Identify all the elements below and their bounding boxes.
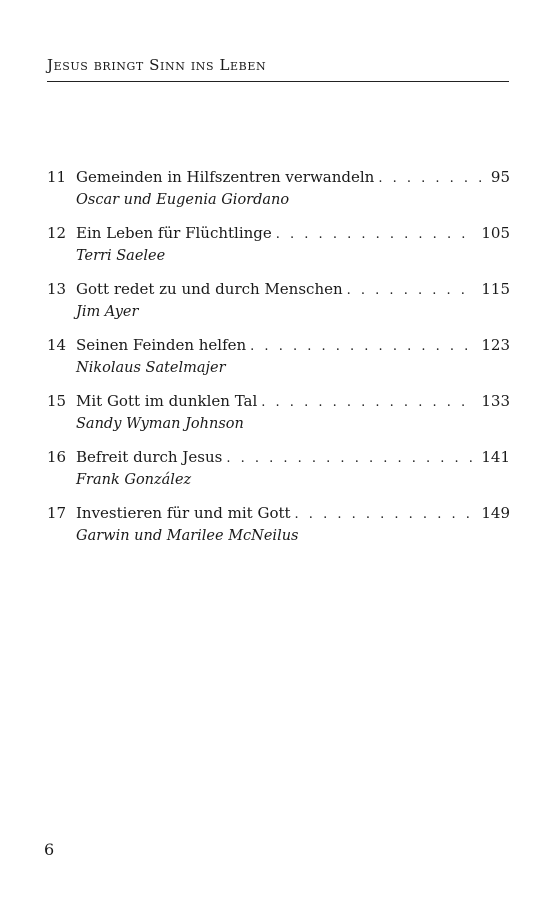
chapter-title: Gemeinden in Hilfszentren verwandeln [76, 168, 375, 186]
chapter-page: 123 [481, 336, 510, 354]
chapter-number: 12 [47, 224, 67, 242]
chapter-author: Frank González [76, 472, 192, 488]
chapter-title: Gott redet zu und durch Menschen [76, 280, 343, 298]
toc-entry[interactable] [47, 446, 510, 502]
chapter-number: 13 [47, 280, 67, 298]
page-number: 6 [44, 840, 55, 859]
toc-entry[interactable] [47, 166, 510, 222]
toc-entry[interactable] [47, 390, 510, 446]
chapter-page: 115 [481, 280, 510, 298]
dot-leader [378, 168, 485, 190]
chapter-title: Befreit durch Jesus [76, 448, 223, 466]
table-of-contents [47, 166, 510, 558]
header-rule [47, 81, 509, 82]
toc-entry[interactable] [47, 334, 510, 390]
chapter-page: 105 [481, 224, 510, 242]
dot-leader [276, 224, 476, 246]
toc-entry[interactable] [47, 502, 510, 558]
chapter-author: Jim Ayer [76, 304, 139, 320]
chapter-author: Nikolaus Satelmajer [76, 360, 226, 376]
chapter-page: 149 [481, 504, 510, 522]
chapter-number: 14 [47, 336, 67, 354]
chapter-number: 15 [47, 392, 67, 410]
toc-entry[interactable] [47, 222, 510, 278]
dot-leader [226, 448, 475, 470]
chapter-author: Terri Saelee [76, 248, 166, 264]
chapter-title: Seinen Feinden helfen [76, 336, 247, 354]
running-head: Jesus bringt Sinn ins Leben [47, 56, 267, 74]
chapter-author: Garwin und Marilee McNeilus [76, 528, 299, 544]
dot-leader [347, 280, 476, 302]
chapter-page: 95 [490, 168, 510, 186]
chapter-number: 11 [47, 168, 67, 186]
chapter-number: 16 [47, 448, 67, 466]
toc-entry[interactable] [47, 278, 510, 334]
chapter-title: Ein Leben für Flüchtlinge [76, 224, 272, 242]
chapter-author: Sandy Wyman Johnson [76, 416, 244, 432]
chapter-title: Investieren für und mit Gott [76, 504, 291, 522]
dot-leader [250, 336, 475, 358]
chapter-page: 133 [481, 392, 510, 410]
dot-leader [295, 504, 476, 526]
chapter-author: Oscar und Eugenia Giordano [76, 192, 290, 208]
dot-leader [261, 392, 475, 414]
chapter-page: 141 [481, 448, 510, 466]
chapter-title: Mit Gott im dunklen Tal [76, 392, 258, 410]
chapter-number: 17 [47, 504, 67, 522]
